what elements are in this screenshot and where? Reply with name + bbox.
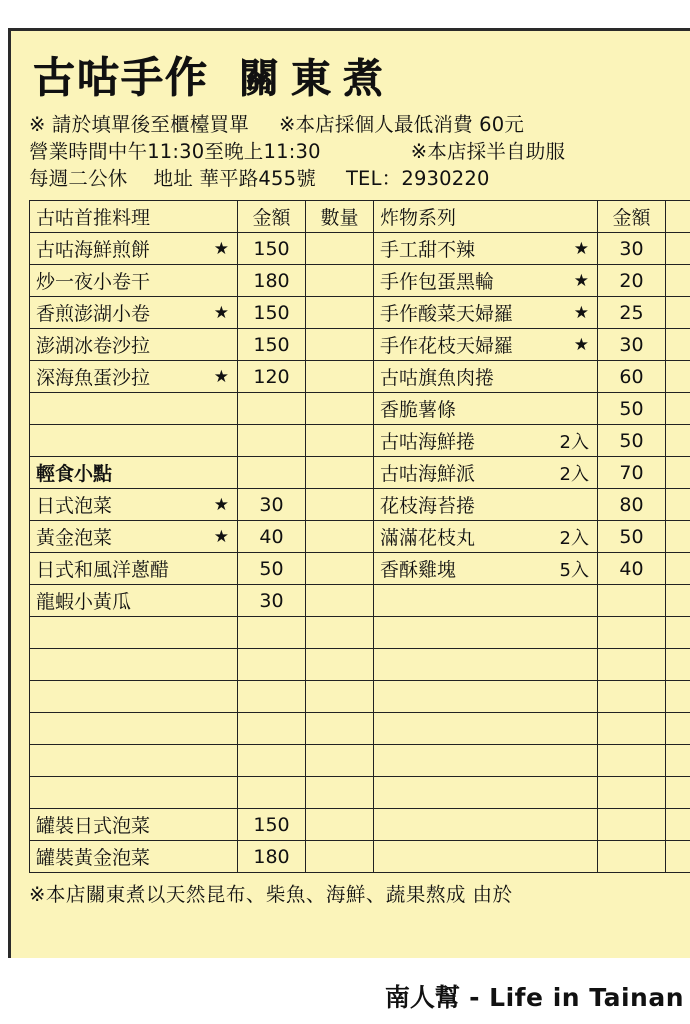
right-item-amount: 25 <box>598 297 666 329</box>
right-item-amount <box>598 681 666 713</box>
item-label: 古咕旗魚肉捲 <box>380 367 495 389</box>
right-item-amount <box>598 777 666 809</box>
star-icon: ★ <box>213 238 229 259</box>
left-item-qty[interactable] <box>306 553 374 585</box>
left-item-amount <box>238 649 306 681</box>
header-left-name: 古咕首推料理 <box>30 201 238 233</box>
table-header-row <box>30 201 690 233</box>
left-item-name <box>30 425 238 457</box>
right-item-name <box>374 393 598 425</box>
menu-sheet <box>8 28 690 958</box>
left-item-amount: 180 <box>238 841 306 873</box>
left-item-amount: 40 <box>238 521 306 553</box>
right-item-qty[interactable] <box>666 329 690 361</box>
item-label: 罐裝黃金泡菜 <box>36 847 151 869</box>
table-row <box>30 457 690 489</box>
right-item-qty[interactable] <box>666 649 690 681</box>
table-row <box>30 809 690 841</box>
right-item-name <box>374 809 598 841</box>
table-row <box>30 393 690 425</box>
left-item-qty[interactable] <box>306 841 374 873</box>
left-item-name <box>30 489 238 521</box>
left-item-amount <box>238 457 306 489</box>
right-item-amount: 60 <box>598 361 666 393</box>
right-item-qty[interactable] <box>666 553 690 585</box>
table-row <box>30 233 690 265</box>
table-row <box>30 745 690 777</box>
left-item-qty[interactable] <box>306 745 374 777</box>
left-item-name <box>30 841 238 873</box>
item-label: 手作酸菜天婦羅 <box>380 303 514 325</box>
left-item-amount: 150 <box>238 809 306 841</box>
item-pack-size: 2入 <box>559 463 589 485</box>
right-item-amount <box>598 713 666 745</box>
right-item-qty[interactable] <box>666 361 690 393</box>
right-item-qty[interactable] <box>666 457 690 489</box>
left-item-qty[interactable] <box>306 489 374 521</box>
left-item-name <box>30 617 238 649</box>
left-item-amount <box>238 713 306 745</box>
notice-selfservice: ※本店採半自助服 <box>410 140 566 163</box>
right-item-qty[interactable] <box>666 425 690 457</box>
notice-address: 地址 華平路455號 <box>153 167 316 190</box>
item-pack-size: 5入 <box>559 559 589 581</box>
notice-line-1 <box>29 111 690 138</box>
left-item-name <box>30 585 238 617</box>
notice-payment: ※ 請於填單後至櫃檯買單 <box>29 113 249 136</box>
left-item-name <box>30 265 238 297</box>
right-item-amount <box>598 617 666 649</box>
left-item-qty[interactable] <box>306 521 374 553</box>
star-icon: ★ <box>573 270 589 291</box>
right-item-name <box>374 649 598 681</box>
header-left-amount: 金額 <box>238 201 306 233</box>
left-item-name <box>30 713 238 745</box>
right-item-qty[interactable] <box>666 777 690 809</box>
table-row <box>30 297 690 329</box>
left-item-amount: 150 <box>238 233 306 265</box>
left-item-name <box>30 457 238 489</box>
left-item-qty[interactable] <box>306 617 374 649</box>
right-item-amount <box>598 649 666 681</box>
right-item-amount <box>598 809 666 841</box>
star-icon: ★ <box>213 366 229 387</box>
right-item-name <box>374 425 598 457</box>
right-item-qty[interactable] <box>666 393 690 425</box>
right-item-name <box>374 361 598 393</box>
item-label: 黃金泡菜 <box>36 527 113 549</box>
table-row <box>30 681 690 713</box>
item-pack-size: 2入 <box>559 527 589 549</box>
footer-note: ※本店關東煮以天然昆布、柴魚、海鮮、蔬果熬成 由於 <box>29 883 513 906</box>
right-item-amount: 50 <box>598 521 666 553</box>
left-item-name <box>30 361 238 393</box>
left-item-qty[interactable] <box>306 297 374 329</box>
right-item-amount <box>598 841 666 873</box>
left-item-qty[interactable] <box>306 265 374 297</box>
item-label: 古咕海鮮煎餅 <box>36 239 151 261</box>
right-item-name <box>374 617 598 649</box>
menu-title <box>11 31 690 107</box>
left-item-name <box>30 521 238 553</box>
table-row <box>30 713 690 745</box>
menu-category-title: 關東煮 <box>239 56 396 102</box>
star-icon: ★ <box>573 238 589 259</box>
left-item-amount: 120 <box>238 361 306 393</box>
shop-name: 古咕手作 <box>33 53 210 102</box>
table-row <box>30 521 690 553</box>
left-item-amount: 50 <box>238 553 306 585</box>
right-item-qty[interactable] <box>666 745 690 777</box>
table-row <box>30 425 690 457</box>
notice-block <box>11 107 690 194</box>
notice-hours: 營業時間中午11:30至晚上11:30 <box>29 140 321 163</box>
left-item-qty[interactable] <box>306 713 374 745</box>
notice-minimum: ※本店採個人最低消費 60元 <box>278 113 525 136</box>
item-label: 香酥雞塊 <box>380 559 457 581</box>
right-item-amount: 80 <box>598 489 666 521</box>
left-item-amount: 30 <box>238 585 306 617</box>
table-row <box>30 777 690 809</box>
menu-table <box>29 200 690 873</box>
right-item-qty[interactable] <box>666 297 690 329</box>
right-item-name <box>374 777 598 809</box>
left-item-qty[interactable] <box>306 585 374 617</box>
item-label: 日式和風洋蔥醋 <box>36 559 170 581</box>
right-item-amount: 70 <box>598 457 666 489</box>
item-label: 手工甜不辣 <box>380 239 476 261</box>
right-item-qty[interactable] <box>666 809 690 841</box>
table-row <box>30 617 690 649</box>
left-item-qty[interactable] <box>306 649 374 681</box>
item-label: 輕食小點 <box>36 463 113 485</box>
item-label: 罐裝日式泡菜 <box>36 815 151 837</box>
right-item-qty[interactable] <box>666 681 690 713</box>
right-item-name <box>374 457 598 489</box>
star-icon: ★ <box>213 302 229 323</box>
right-item-name <box>374 329 598 361</box>
left-item-qty[interactable] <box>306 425 374 457</box>
right-item-name <box>374 265 598 297</box>
left-item-qty[interactable] <box>306 777 374 809</box>
notice-phone: TEL：2930220 <box>345 167 490 190</box>
header-right-qty <box>666 201 690 233</box>
right-item-name <box>374 521 598 553</box>
right-item-name <box>374 585 598 617</box>
right-item-amount <box>598 745 666 777</box>
right-item-amount: 40 <box>598 553 666 585</box>
table-row <box>30 489 690 521</box>
left-item-qty[interactable] <box>306 393 374 425</box>
left-item-amount: 30 <box>238 489 306 521</box>
notice-closed-day: 每週二公休 <box>29 167 128 190</box>
left-item-name <box>30 553 238 585</box>
table-row <box>30 361 690 393</box>
watermark-brand <box>385 978 684 1014</box>
right-item-qty[interactable] <box>666 713 690 745</box>
item-label: 手作包蛋黑輪 <box>380 271 495 293</box>
table-row <box>30 329 690 361</box>
item-label: 古咕海鮮捲 <box>380 431 476 453</box>
right-item-amount: 30 <box>598 233 666 265</box>
table-row <box>30 553 690 585</box>
left-item-amount <box>238 617 306 649</box>
item-label: 花枝海苔捲 <box>380 495 476 517</box>
left-item-name <box>30 777 238 809</box>
item-label: 日式泡菜 <box>36 495 113 517</box>
left-item-qty[interactable] <box>306 361 374 393</box>
item-label: 龍蝦小黃瓜 <box>36 591 132 613</box>
right-item-qty[interactable] <box>666 265 690 297</box>
star-icon: ★ <box>213 526 229 547</box>
right-item-name <box>374 297 598 329</box>
header-right-amount: 金額 <box>598 201 666 233</box>
right-item-name <box>374 489 598 521</box>
left-item-name <box>30 649 238 681</box>
star-icon: ★ <box>573 334 589 355</box>
left-item-amount <box>238 393 306 425</box>
right-item-name <box>374 841 598 873</box>
right-item-name <box>374 233 598 265</box>
item-label: 滿滿花枝丸 <box>380 527 476 549</box>
right-item-qty[interactable] <box>666 617 690 649</box>
right-item-name <box>374 553 598 585</box>
left-item-name <box>30 329 238 361</box>
left-item-qty[interactable] <box>306 457 374 489</box>
item-label: 澎湖冰卷沙拉 <box>36 335 151 357</box>
item-label: 香脆薯條 <box>380 399 457 421</box>
left-item-amount <box>238 745 306 777</box>
notice-line-2 <box>29 138 690 165</box>
menu-table-body <box>30 233 690 873</box>
left-item-amount: 180 <box>238 265 306 297</box>
item-label: 深海魚蛋沙拉 <box>36 367 151 389</box>
item-label: 香煎澎湖小卷 <box>36 303 151 325</box>
right-item-qty[interactable] <box>666 521 690 553</box>
left-item-qty[interactable] <box>306 809 374 841</box>
notice-line-3 <box>29 165 690 192</box>
right-item-qty[interactable] <box>666 233 690 265</box>
left-item-name <box>30 809 238 841</box>
right-item-amount: 50 <box>598 393 666 425</box>
right-item-name <box>374 745 598 777</box>
left-item-amount <box>238 777 306 809</box>
left-item-name <box>30 681 238 713</box>
table-row <box>30 585 690 617</box>
item-label: 炒一夜小卷干 <box>36 271 151 293</box>
table-row <box>30 649 690 681</box>
left-item-amount <box>238 681 306 713</box>
left-item-amount: 150 <box>238 297 306 329</box>
item-pack-size: 2入 <box>559 431 589 453</box>
left-item-amount: 150 <box>238 329 306 361</box>
table-row <box>30 265 690 297</box>
left-item-qty[interactable] <box>306 233 374 265</box>
right-item-qty[interactable] <box>666 489 690 521</box>
left-item-amount <box>238 425 306 457</box>
right-item-amount: 20 <box>598 265 666 297</box>
header-left-qty: 數量 <box>306 201 374 233</box>
right-item-amount <box>598 585 666 617</box>
item-label: 手作花枝天婦羅 <box>380 335 514 357</box>
left-item-qty[interactable] <box>306 681 374 713</box>
right-item-amount: 50 <box>598 425 666 457</box>
left-item-name <box>30 393 238 425</box>
right-item-name <box>374 681 598 713</box>
table-row <box>30 841 690 873</box>
brand-chinese: 南人幫 <box>384 983 460 1012</box>
star-icon: ★ <box>213 494 229 515</box>
brand-latin: - Life in Tainan <box>459 983 684 1012</box>
right-item-name <box>374 713 598 745</box>
left-item-name <box>30 745 238 777</box>
star-icon: ★ <box>573 302 589 323</box>
right-item-qty[interactable] <box>666 841 690 873</box>
left-item-name <box>30 297 238 329</box>
header-right-name: 炸物系列 <box>374 201 598 233</box>
right-item-amount: 30 <box>598 329 666 361</box>
right-item-qty[interactable] <box>666 585 690 617</box>
item-label: 古咕海鮮派 <box>380 463 476 485</box>
left-item-name <box>30 233 238 265</box>
left-item-qty[interactable] <box>306 329 374 361</box>
